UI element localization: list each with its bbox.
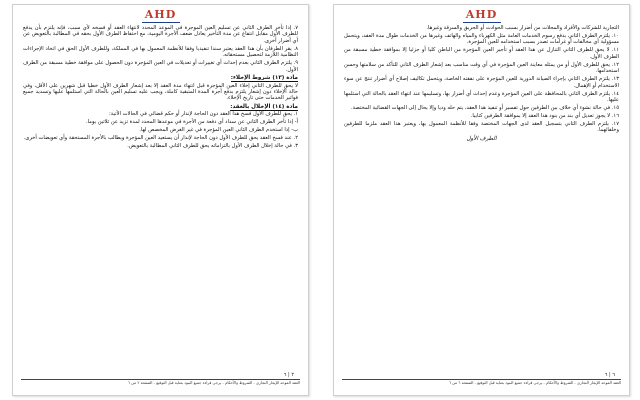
footer-text: العقد الموحد للإيجار التجاري - الشروط والأحكام - يرجى قراءة جميع البنود بعناية قبل التوقيع - الصفحة ٢ من ٦ xyxy=(127,380,300,385)
footer-text: العقد الموحد للإيجار التجاري - الشروط والأحكام - يرجى قراءة جميع البنود بعناية قبل التوقيع - الصفحة ٦ من ٦ xyxy=(448,380,621,385)
page-footer xyxy=(21,379,300,387)
document-page-right xyxy=(333,4,630,396)
paragraph: ١٠. يلتزم الطرف الثاني بدفع رسوم الخدمات العامة مثل الكهرباء والمياه والهاتف وغيرها من الخدمات طوال مدة العقد، ويتحمل مسؤولية أي مخالفات أو غرامات تصدر بسبب استخدامه للعين المؤجرة. xyxy=(344,33,619,46)
signature-label: الطرف الأول xyxy=(466,135,497,142)
paragraph: ٩. يلتزم الطرف الثاني بعدم إحداث أي تغييرات أو تعديلات في العين المؤجرة دون الحصول على موافقة خطية مسبقة من الطرف الأول. xyxy=(23,60,298,73)
paragraph: ٨. يقر الطرفان بأن هذا العقد يعتبر سندا تنفيذيا وفقا للأنظمة المعمول بها في المملكة، وللطرف الأول الحق في اتخاذ الإجراءات النظامية اللازمة لتحصيل مستحقاته. xyxy=(23,45,298,59)
page-body xyxy=(344,25,619,365)
section-heading xyxy=(23,104,298,110)
page-footer xyxy=(342,379,621,387)
logo-underline xyxy=(463,22,501,23)
page-body xyxy=(23,25,298,365)
paragraph: ١٤. يلتزم الطرف الثاني بالمحافظة على العين المؤجرة وعدم إحداث أي أضرار بها، وتسليمها عند انتهاء العقد بالحالة التي استلمها عليها. xyxy=(344,90,619,104)
logo-text: AHD xyxy=(144,8,177,21)
paragraph: ١١. لا يحق للطرف الثاني التنازل عن هذا العقد أو تأجير العين المؤجرة من الباطن كليا أو جزئيا إلا بموافقة خطية مسبقة من الطرف الأول. xyxy=(344,47,619,60)
section-heading-text: مادة (١٤) الإخلال بالعقد: xyxy=(230,103,298,110)
section-heading-text: مادة (١٣) شروط الإخلاء: xyxy=(230,75,298,82)
paragraph: لا يحق للطرف الثاني إخلاء العين المؤجرة قبل انتهاء مدة العقد إلا بعد إشعار الطرف الأول خطيا قبل شهرين على الأقل، وفي حالة الإخلاء دون إشعار يلتزم بدفع أجرة المدة المتبقية كاملة، ويجب عليه تسليم العين بالحالة التي استلمها عليها وتسديد جميع فواتير الخدمات حتى تاريخ الإخلاء. xyxy=(23,82,298,102)
paragraph: ١٥. في حالة نشوء أي خلاف بين الطرفين حول تفسير أو تنفيذ هذا العقد، يتم حله وديا وإلا يحال إلى الجهات القضائية المختصة. xyxy=(350,105,619,112)
page-number: ٢ | ٦ xyxy=(283,372,294,378)
logo-text: AHD xyxy=(465,8,498,21)
paragraph: ٣. في حالة إخلال الطرف الأول بالتزاماته يحق للطرف الثاني المطالبة بالتعويض. xyxy=(127,143,298,150)
paragraph: ب- إذا استخدم الطرف الثاني العين المؤجرة في غير الغرض المخصص لها. xyxy=(139,127,298,134)
paragraph: ١٣. يلتزم الطرف الثاني بإجراء الصيانة الدورية للعين المؤجرة على نفقته الخاصة، ويتحمل تكاليف إصلاح أي أضرار تنتج عن سوء الاستخدام أو الإهمال. xyxy=(344,76,619,89)
paragraph: ٧. إذا تأخر الطرف الثاني عن تسليم العين الموجرة في الموعد المحدد لانتهاء العقد أو فسخه لأي سبب، فإنه يلتزم بأن يدفع للطرف الأول مقابل انتفاع عن مدة التأخير يعادل ضعف الأجرة اليومية، مع احتفاظ الطرف الأول بحقه في المطالبة بالتعويض عن أي أضرار أخرى. xyxy=(23,25,298,44)
page-number: ٦ | ٦ xyxy=(604,372,615,378)
paragraph: ١٢. يحق للطرف الأول أو من يمثله معاينة العين المؤجرة في أي وقت مناسب بعد إشعار الطرف الثاني للتأكد من سلامتها وحسن استخدامها. xyxy=(344,61,619,75)
paragraph: ١٧. يلتزم الطرف الثاني بتسجيل العقد لدى الجهات المختصة وفقا للأنظمة المعمول بها، ويعتبر هذا العقد ملزما للطرفين وخلفائهما. xyxy=(344,121,619,134)
paragraph: ٢. عند فسخ العقد يحق للطرف الأول دون الحاجة لإنذار أن يستعيد العين المؤجرة ويطالب بالأجرة المستحقة وأي تعويضات أخرى. xyxy=(23,135,298,142)
section-heading xyxy=(23,75,298,81)
company-logo xyxy=(461,9,503,23)
paragraph: ١٦. لا يجوز تعديل أي بند من بنود هذا العقد إلا بموافقة الطرفين كتابيا. xyxy=(470,113,619,120)
paragraph: أ- إذا تأخر الطرف الثاني عن سداد أي دفعة من الأجرة في موعدها المحدد لمدة تزيد عن ثلاثين يوما. xyxy=(85,119,298,126)
logo-underline xyxy=(142,22,180,23)
document-page-left xyxy=(12,4,309,396)
paragraph: التجارية للشركات والأفراد والمحلات من أضرار بسبب الحوادث أو الحريق والسرقة وغيرها. xyxy=(426,25,619,31)
company-logo xyxy=(140,9,182,23)
paragraph: ١. يحق للطرف الأول فسخ هذا العقد دون الحاجة لإنذار أو حكم قضائي في الحالات الآتية: xyxy=(109,111,298,118)
